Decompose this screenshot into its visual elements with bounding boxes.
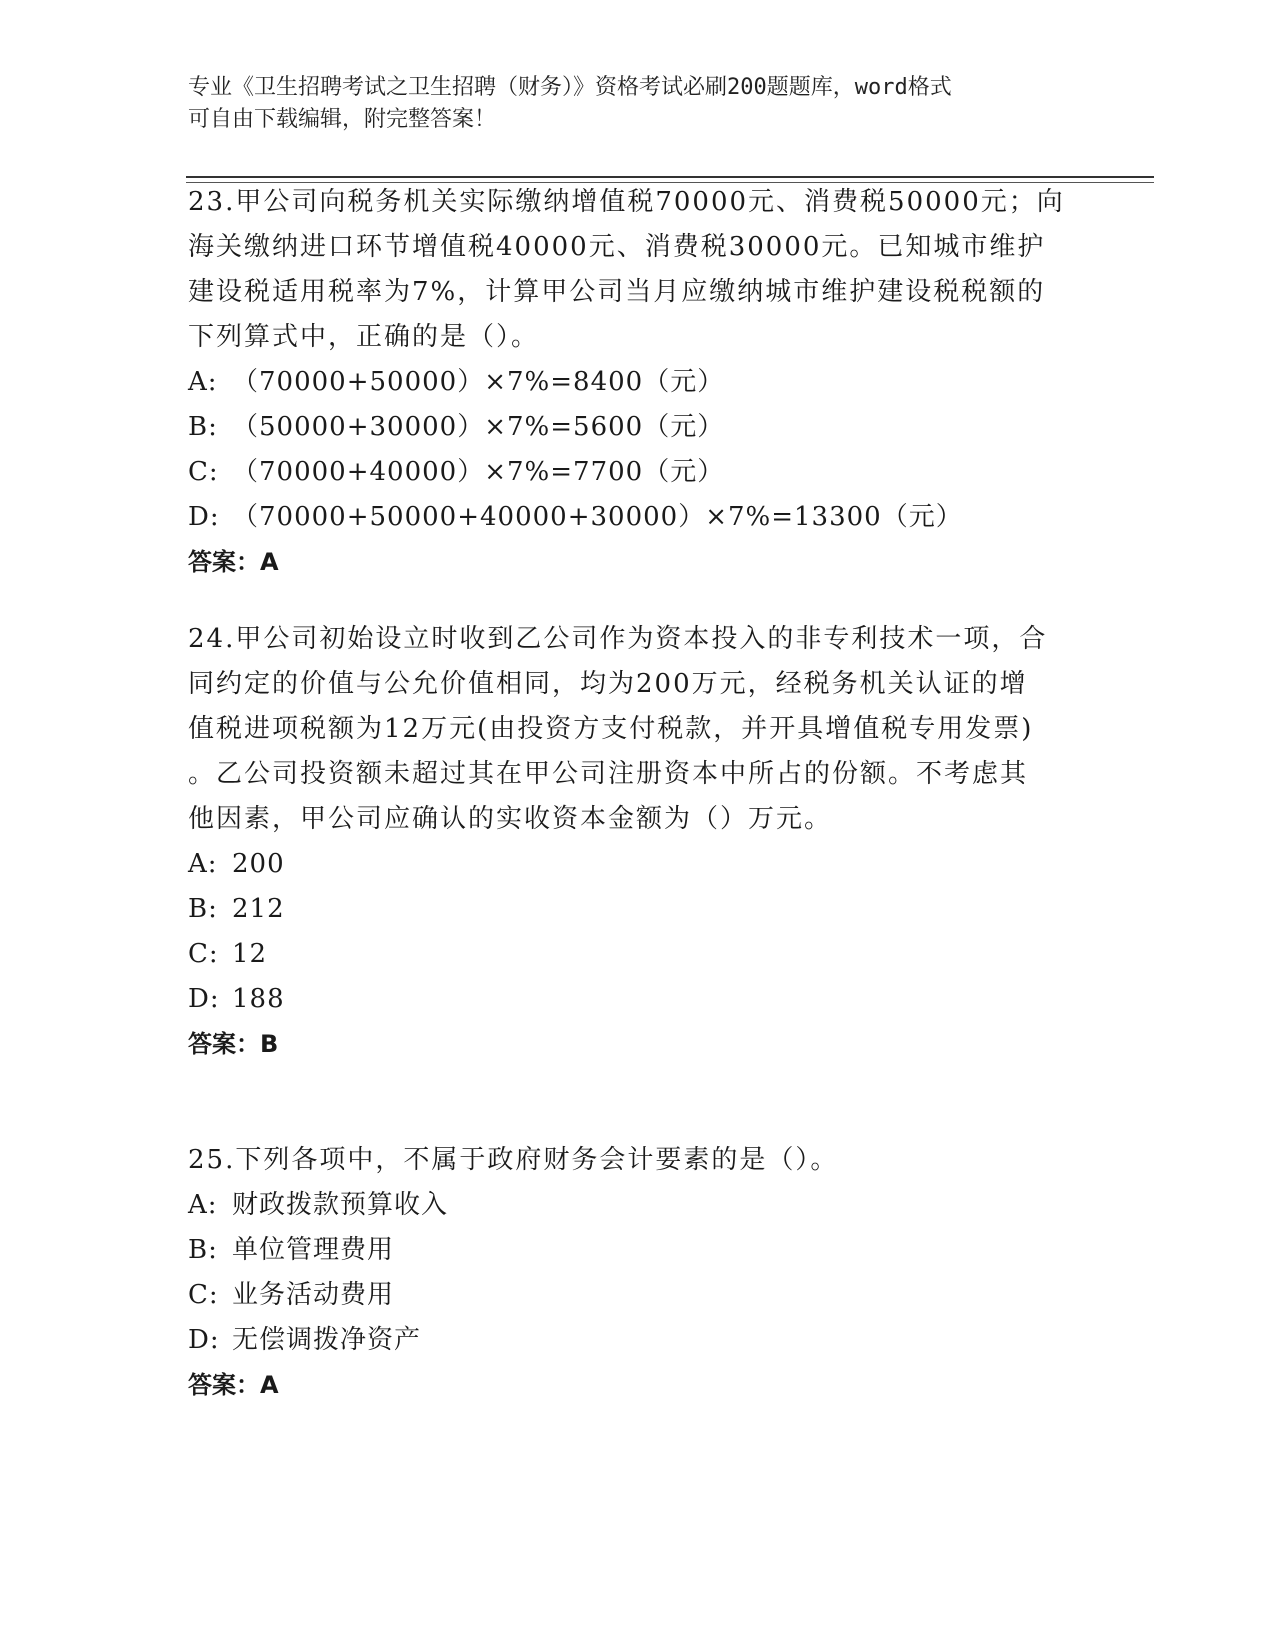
option-b xyxy=(188,1228,1068,1273)
option-key: D: xyxy=(188,1325,220,1355)
option-text: 财政拨款预算收入 xyxy=(232,1190,449,1220)
stem-line: 同约定的价值与公允价值相同，均为200万元，经税务机关认证的增 xyxy=(188,669,1028,699)
option-key: B: xyxy=(188,894,218,924)
option-key: C: xyxy=(188,457,219,487)
stem-line: 他因素，甲公司应确认的实收资本金额为（）万元。 xyxy=(188,804,833,834)
option-a xyxy=(188,360,1068,405)
option-key: A: xyxy=(188,1190,218,1220)
header-line-1: 专业《卫生招聘考试之卫生招聘（财务）》资格考试必刷200题题库，word格式 xyxy=(188,75,952,100)
option-text: （50000+30000）×7%=5600（元） xyxy=(232,412,725,442)
answer: 答案：B xyxy=(188,1030,279,1058)
option-key: B: xyxy=(188,412,218,442)
option-key: C: xyxy=(188,1280,219,1310)
option-c xyxy=(188,1273,1068,1318)
question-24 xyxy=(188,617,1068,1067)
option-key: A: xyxy=(188,367,218,397)
option-text: 无偿调拨净资产 xyxy=(232,1325,422,1355)
option-b xyxy=(188,405,1068,450)
question-25 xyxy=(188,1138,1068,1408)
question-stem xyxy=(188,1138,1068,1183)
option-text: 业务活动费用 xyxy=(232,1280,395,1310)
option-key: C: xyxy=(188,939,219,969)
option-text: 200 xyxy=(232,849,285,879)
option-key: A: xyxy=(188,849,218,879)
option-d xyxy=(188,977,1068,1022)
option-a xyxy=(188,1183,1068,1228)
header-line-2: 可自由下载编辑，附完整答案！ xyxy=(188,107,497,132)
document-header xyxy=(188,72,1088,136)
question-stem xyxy=(188,180,1068,360)
stem-line: 25.下列各项中，不属于政府财务会计要素的是（）。 xyxy=(188,1145,839,1175)
stem-line: 。乙公司投资额未超过其在甲公司注册资本中所占的份额。不考虑其 xyxy=(188,759,1029,789)
stem-line: 建设税适用税率为7%，计算甲公司当月应缴纳城市维护建设税税额的 xyxy=(188,277,1046,307)
option-d xyxy=(188,495,1068,540)
option-c xyxy=(188,932,1068,977)
option-text: 12 xyxy=(232,939,268,969)
stem-line: 24.甲公司初始设立时收到乙公司作为资本投入的非专利技术一项，合 xyxy=(188,624,1048,654)
option-text: 188 xyxy=(232,984,285,1014)
option-text: 212 xyxy=(232,894,285,924)
option-text: （70000+40000）×7%=7700（元） xyxy=(232,457,725,487)
option-text: （70000+50000）×7%=8400（元） xyxy=(232,367,725,397)
option-text: 单位管理费用 xyxy=(232,1235,395,1265)
stem-line: 值税进项税额为12万元(由投资方支付税款，并开具增值税专用发票) xyxy=(188,714,1034,744)
answer: 答案：A xyxy=(188,548,279,576)
answer: 答案：A xyxy=(188,1371,279,1399)
option-key: B: xyxy=(188,1235,218,1265)
question-23 xyxy=(188,180,1068,585)
option-b xyxy=(188,887,1068,932)
option-d xyxy=(188,1318,1068,1363)
header-divider-thick xyxy=(186,176,1154,178)
option-key: D: xyxy=(188,502,220,532)
option-key: D: xyxy=(188,984,220,1014)
stem-line: 海关缴纳进口环节增值税40000元、消费税30000元。已知城市维护 xyxy=(188,232,1046,262)
question-stem xyxy=(188,617,1068,842)
option-text: （70000+50000+40000+30000）×7%=13300（元） xyxy=(232,502,963,532)
option-c xyxy=(188,450,1068,495)
stem-line: 23.甲公司向税务机关实际缴纳增值税70000元、消费税50000元；向 xyxy=(188,187,1065,217)
option-a xyxy=(188,842,1068,887)
stem-line: 下列算式中，正确的是（）。 xyxy=(188,322,540,352)
